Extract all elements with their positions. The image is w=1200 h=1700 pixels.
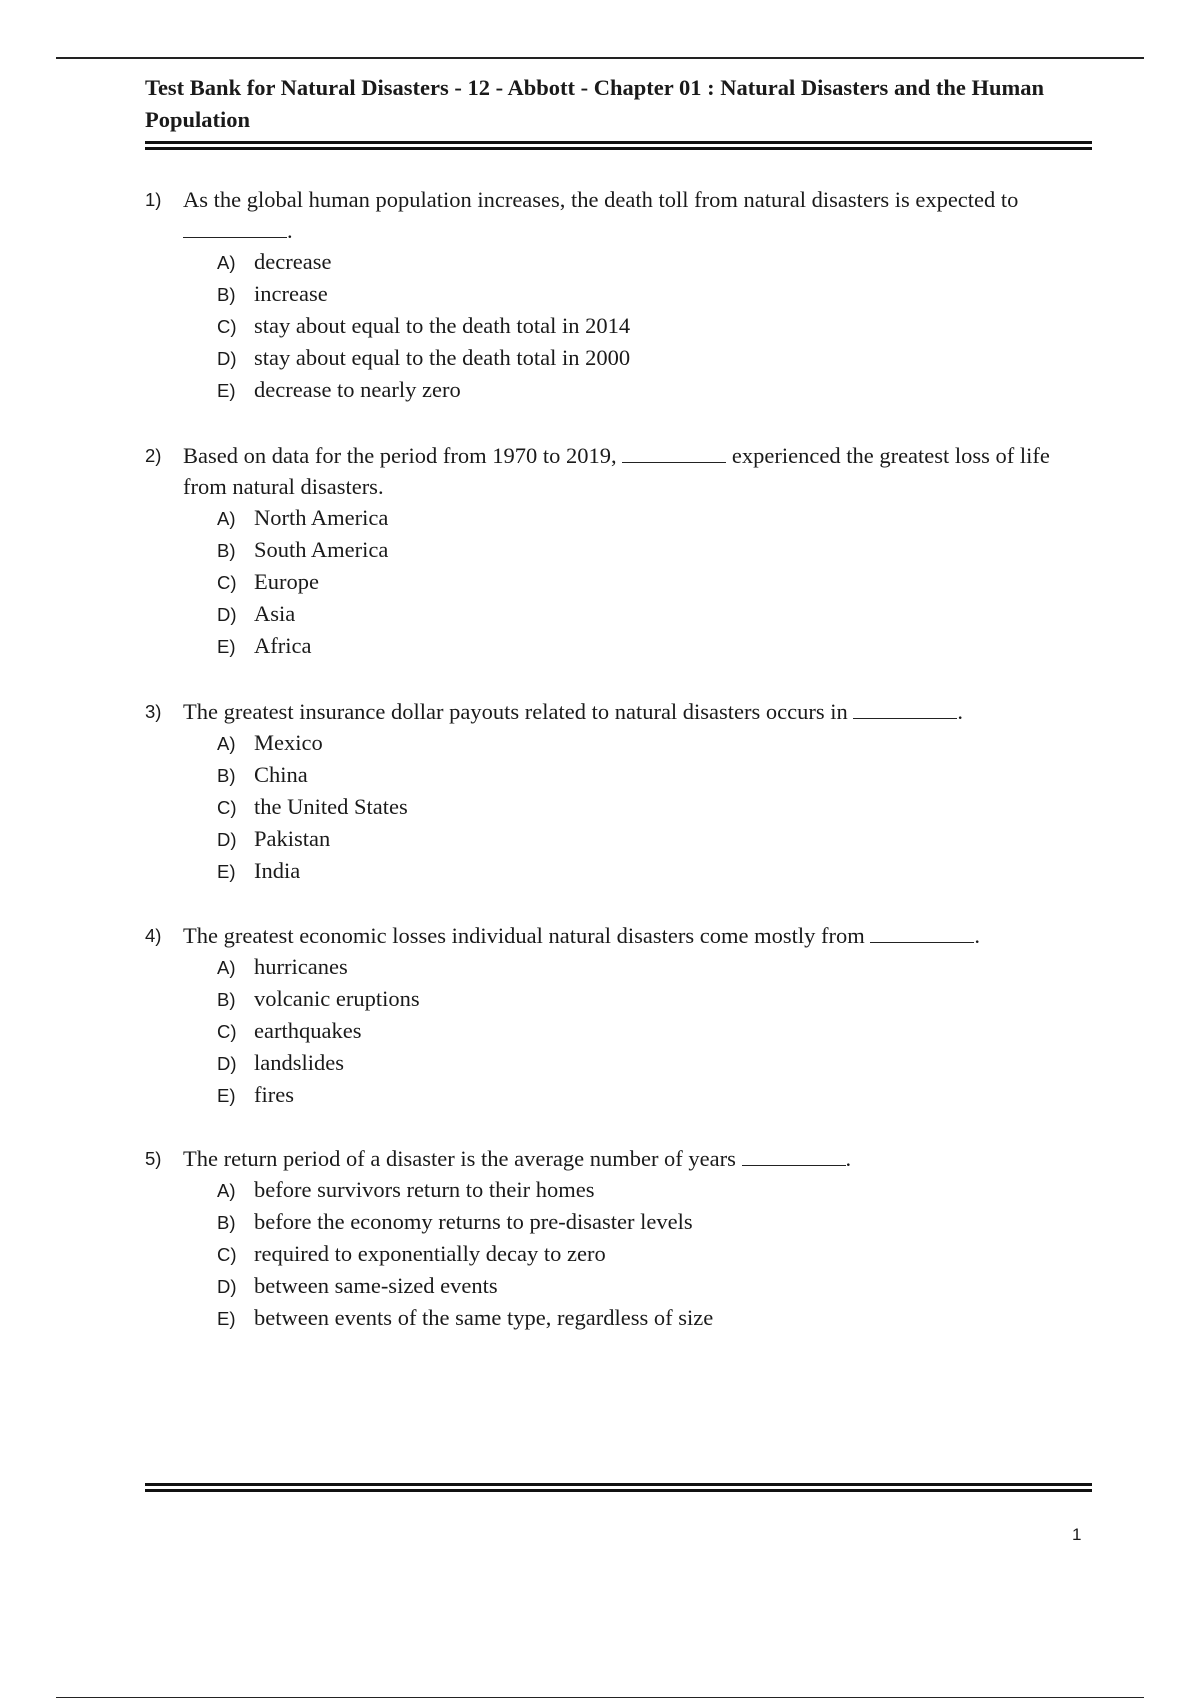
question-number: 3) <box>145 701 162 722</box>
option-text: Europe <box>254 569 319 594</box>
option-e[interactable] <box>217 855 1095 887</box>
option-b[interactable] <box>217 534 1095 566</box>
option-letter: A) <box>217 508 236 529</box>
option-text: earthquakes <box>254 1018 362 1043</box>
option-text: before survivors return to their homes <box>254 1177 595 1202</box>
option-letter: E) <box>217 1085 236 1106</box>
option-letter: B) <box>217 540 236 561</box>
option-a[interactable] <box>217 1174 1095 1206</box>
answer-blank <box>622 442 726 463</box>
answer-options <box>217 502 1095 662</box>
option-c[interactable] <box>217 310 1095 342</box>
option-a[interactable] <box>217 951 1095 983</box>
option-letter: B) <box>217 989 236 1010</box>
answer-blank <box>742 1145 846 1166</box>
option-d[interactable] <box>217 598 1095 630</box>
question-text <box>183 184 1095 246</box>
option-letter: E) <box>217 861 236 882</box>
option-c[interactable] <box>217 566 1095 598</box>
option-text: Africa <box>254 633 312 658</box>
question-1 <box>145 184 1095 406</box>
question-text <box>183 1143 1095 1174</box>
option-text: volcanic eruptions <box>254 986 420 1011</box>
option-letter: A) <box>217 252 236 273</box>
option-text: Asia <box>254 601 296 626</box>
question-text-before: As the global human population increases, the death toll from natural disasters is expected to <box>183 187 1019 212</box>
option-a[interactable] <box>217 502 1095 534</box>
option-b[interactable] <box>217 759 1095 791</box>
option-a[interactable] <box>217 246 1095 278</box>
option-d[interactable] <box>217 823 1095 855</box>
option-text: North America <box>254 505 389 530</box>
option-d[interactable] <box>217 1047 1095 1079</box>
page-top-border <box>56 57 1144 59</box>
option-letter: B) <box>217 284 236 305</box>
option-letter: A) <box>217 733 236 754</box>
option-letter: C) <box>217 797 237 818</box>
option-text: South America <box>254 537 389 562</box>
document-title: Test Bank for Natural Disasters - 12 - Abbott - Chapter 01 : Natural Disasters and the Human Population <box>145 75 1044 132</box>
page-number: 1 <box>1072 1525 1082 1544</box>
question-text-after: . <box>974 923 980 948</box>
option-letter: D) <box>217 1276 237 1297</box>
option-d[interactable] <box>217 1270 1095 1302</box>
option-letter: C) <box>217 572 237 593</box>
option-e[interactable] <box>217 630 1095 662</box>
question-text-after: . <box>845 1146 852 1171</box>
question-text <box>183 920 1095 951</box>
question-text-before: The greatest insurance dollar payouts related to natural disasters occurs in <box>183 699 854 724</box>
option-text: between same-sized events <box>254 1273 498 1298</box>
question-text-before: The return period of a disaster is the average number of years <box>183 1146 742 1171</box>
answer-options <box>217 246 1095 406</box>
option-letter: E) <box>217 380 236 401</box>
header-double-rule <box>145 141 1092 150</box>
option-letter: B) <box>217 765 236 786</box>
question-2 <box>145 440 1095 662</box>
option-text: landslides <box>254 1050 344 1075</box>
answer-blank <box>853 698 957 719</box>
answer-blank <box>870 922 974 943</box>
option-text: between events of the same type, regardless of size <box>254 1305 714 1330</box>
option-text: China <box>254 762 308 787</box>
option-letter: B) <box>217 1212 236 1233</box>
option-text: hurricanes <box>254 954 348 979</box>
question-text-after: . <box>957 699 964 724</box>
question-text <box>183 696 1095 727</box>
option-text: fires <box>254 1082 294 1107</box>
option-d[interactable] <box>217 342 1095 374</box>
option-letter: C) <box>217 316 237 337</box>
option-letter: D) <box>217 1053 237 1074</box>
option-text: decrease <box>254 249 332 274</box>
option-text: decrease to nearly zero <box>254 377 461 402</box>
answer-blank <box>183 217 287 238</box>
page-bottom-border <box>56 1697 1144 1698</box>
answer-options <box>217 1174 1095 1334</box>
answer-options <box>217 727 1095 887</box>
option-e[interactable] <box>217 1079 1095 1111</box>
question-text-before: Based on data for the period from 1970 to 2019, <box>183 443 623 468</box>
option-letter: D) <box>217 604 237 625</box>
option-letter: C) <box>217 1021 237 1042</box>
question-number: 1) <box>145 189 162 210</box>
question-text-before: The greatest economic losses individual natural disasters come mostly from <box>183 923 871 948</box>
question-text-after: . <box>287 218 293 243</box>
option-letter: D) <box>217 348 237 369</box>
option-letter: E) <box>217 1308 236 1329</box>
option-text: before the economy returns to pre-disaster levels <box>254 1209 693 1234</box>
option-text: stay about equal to the death total in 2014 <box>254 313 631 338</box>
option-c[interactable] <box>217 1238 1095 1270</box>
answer-options <box>217 951 1095 1111</box>
question-4 <box>145 920 1095 1111</box>
option-letter: A) <box>217 1180 236 1201</box>
question-text-after: experienced the greatest loss of life from natural disasters. <box>183 443 1050 499</box>
question-3 <box>145 696 1095 887</box>
option-text: increase <box>254 281 328 306</box>
option-letter: C) <box>217 1244 237 1265</box>
question-5 <box>145 1143 1095 1334</box>
option-b[interactable] <box>217 983 1095 1015</box>
option-text: Pakistan <box>254 826 331 851</box>
option-text: the United States <box>254 794 408 819</box>
option-letter: A) <box>217 957 236 978</box>
option-e[interactable] <box>217 374 1095 406</box>
option-letter: E) <box>217 636 236 657</box>
footer-double-rule <box>145 1483 1092 1492</box>
question-text <box>183 440 1095 502</box>
option-c[interactable] <box>217 791 1095 823</box>
option-text: India <box>254 858 301 883</box>
question-number: 5) <box>145 1148 162 1169</box>
option-text: Mexico <box>254 730 323 755</box>
option-letter: D) <box>217 829 237 850</box>
option-text: stay about equal to the death total in 2000 <box>254 345 631 370</box>
option-a[interactable] <box>217 727 1095 759</box>
question-number: 4) <box>145 925 162 946</box>
option-b[interactable] <box>217 278 1095 310</box>
option-c[interactable] <box>217 1015 1095 1047</box>
option-text: required to exponentially decay to zero <box>254 1241 606 1266</box>
option-b[interactable] <box>217 1206 1095 1238</box>
option-e[interactable] <box>217 1302 1095 1334</box>
question-number: 2) <box>145 445 162 466</box>
